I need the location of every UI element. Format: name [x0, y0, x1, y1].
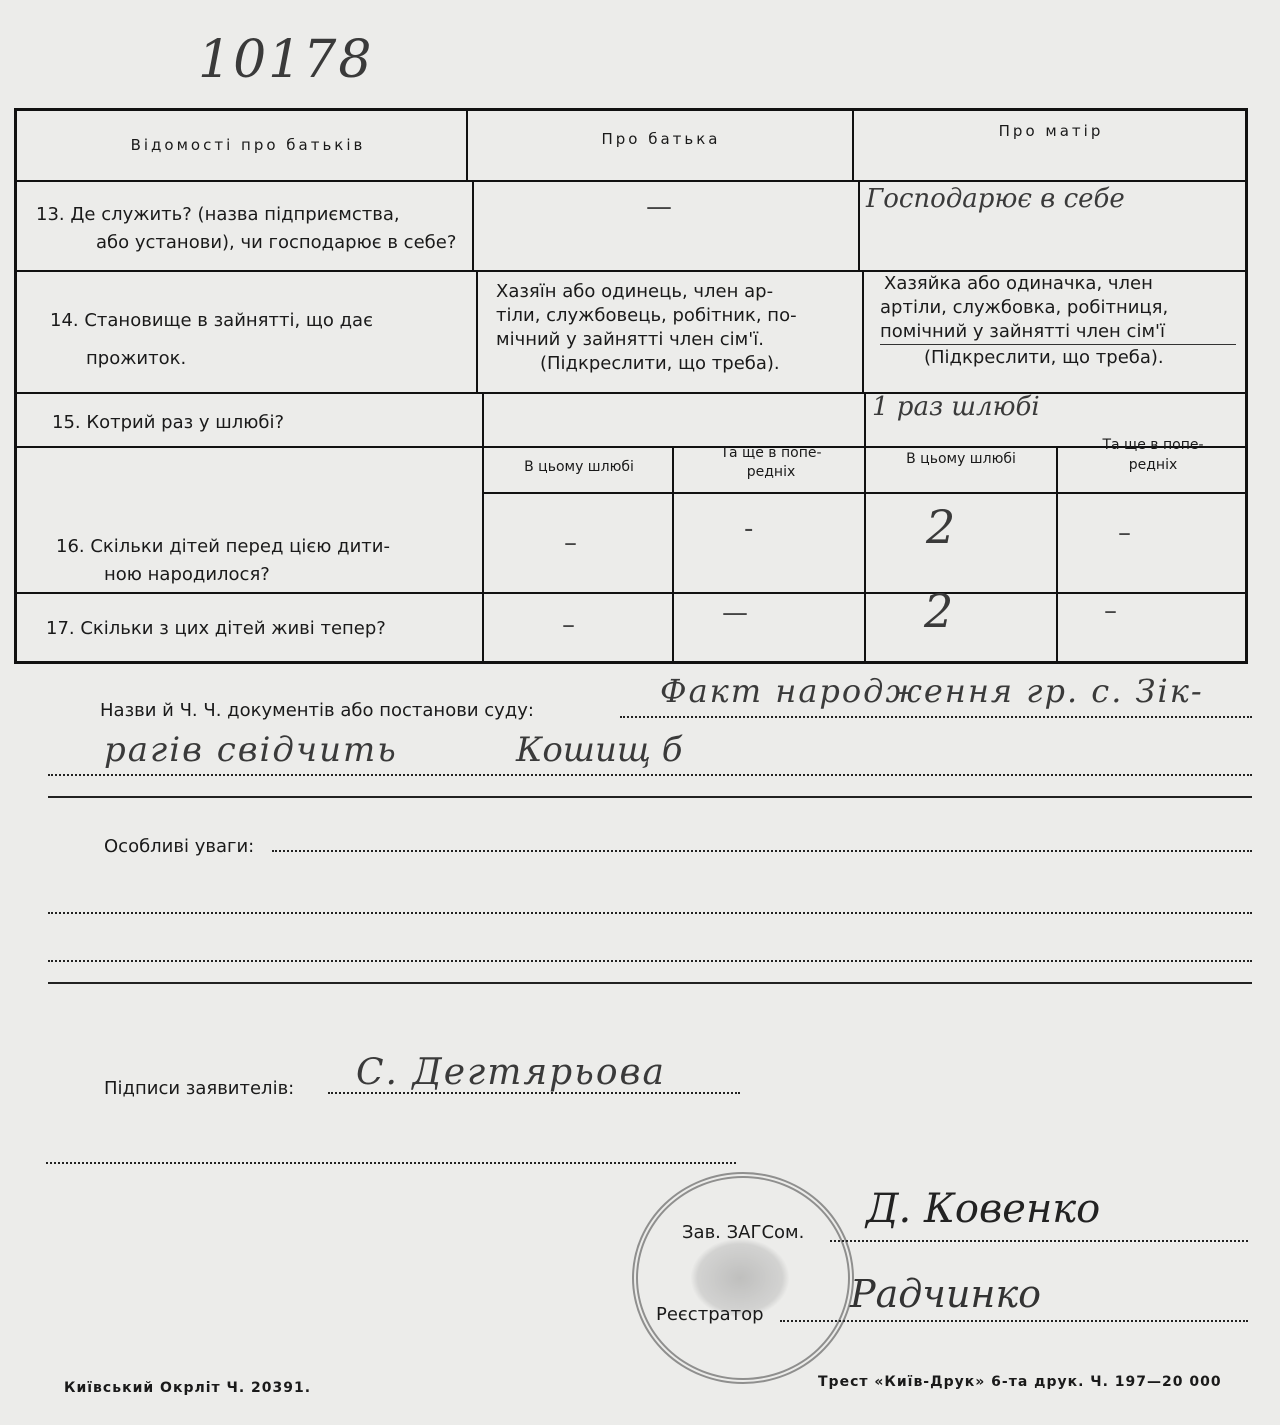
footer-left: Київський Окрліт Ч. 20391. [64, 1380, 312, 1396]
q14-label-line2: прожиток. [86, 348, 187, 369]
notes-label: Особливі уваги: [104, 836, 255, 857]
q14-father-line3: мічний у зайнятті член сім'ї. [496, 329, 764, 350]
q14-mother-line1: Хазяйка або одиначка, член [884, 273, 1153, 294]
header-parents-info: Відомості про батьків [130, 136, 366, 154]
subheader-father-previous-1: Та ще в попе- [720, 445, 822, 461]
documents-label: Назви й Ч. Ч. документів або постанови суду: [100, 700, 534, 721]
q16-value-mother-prev: – [1118, 518, 1131, 548]
registrar-label: Реєстратор [656, 1304, 764, 1325]
q16-label-line2: ною народилося? [104, 564, 270, 585]
q14-mother-line2: артіли, службовка, робітниця, [880, 297, 1169, 318]
q15-mother-value: 1 раз шлюбі [872, 392, 1040, 422]
documents-handwritten-extra: Кошищ б [516, 730, 683, 770]
q14-label-line1: 14. Становище в зайнятті, що дає [50, 310, 373, 331]
subheader-father-this-marriage: В цьому шлюбі [524, 459, 634, 475]
q16-value-father-prev: - [744, 514, 754, 544]
applicant-signature: С. Дегтярьова [356, 1052, 666, 1093]
q17-value-mother-prev: – [1104, 596, 1117, 626]
documents-handwritten-line2: рагів свідчить [104, 730, 398, 770]
header-father: Про батька [601, 130, 721, 148]
q15-label: 15. Котрий раз у шлюбі? [52, 412, 285, 433]
q14-mother-underline [880, 344, 1236, 345]
q14-father-line1: Хазяїн або одинець, член ар- [496, 281, 774, 302]
applicants-signature-label: Підписи заявителів: [104, 1078, 295, 1099]
documents-handwritten-line1: Факт народження гр. с. Зік- [660, 672, 1204, 710]
q13-label-line1: 13. Де служить? (назва підприємства, [36, 204, 400, 225]
subheader-mother-this-marriage: В цьому шлюбі [906, 451, 1016, 467]
subheader-father-previous-2: редніх [746, 464, 796, 480]
q17-value-mother-this: 2 [924, 584, 954, 638]
q13-father-value: — [646, 192, 672, 222]
q14-father-line2: тіли, службовець, робітник, по- [496, 305, 797, 326]
subheader-mother-previous-1: Та ще в попе- [1102, 437, 1204, 453]
q14-mother-line4: (Підкреслити, що треба). [924, 347, 1164, 368]
document-number: 10178 [198, 30, 374, 90]
q14-father-line4: (Підкреслити, що треба). [540, 353, 780, 374]
q17-value-father-prev: — [722, 598, 748, 628]
registrar-signature: Радчинко [850, 1272, 1042, 1316]
q16-value-father-this: – [564, 528, 577, 558]
head-zags-signature: Д. Ковенко [866, 1186, 1101, 1232]
header-mother: Про матір [998, 122, 1104, 140]
q13-mother-value: Господарює в себе [866, 184, 1125, 214]
q17-value-father-this: – [562, 610, 575, 640]
q13-label-line2: або установи), чи господарює в себе? [96, 232, 457, 253]
q16-label-line1: 16. Скільки дітей перед цією дити- [56, 536, 390, 557]
q14-mother-line3: помічний у зайнятті член сім'ї [880, 321, 1165, 342]
q17-label: 17. Скільки з цих дітей живі тепер? [46, 618, 386, 639]
q16-value-mother-this: 2 [926, 500, 956, 554]
head-zags-label: Зав. ЗАГСом. [682, 1222, 805, 1243]
subheader-mother-previous-2: редніх [1128, 457, 1178, 473]
footer-right: Трест «Київ-Друк» 6-та друк. Ч. 197—20 000 [818, 1374, 1222, 1390]
official-stamp [632, 1172, 854, 1384]
